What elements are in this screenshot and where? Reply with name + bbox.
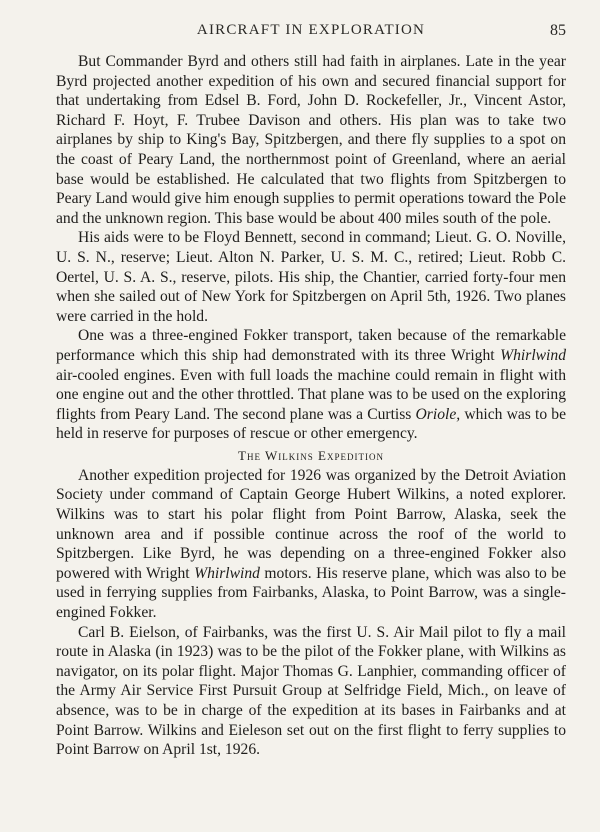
body-text <box>56 52 566 760</box>
running-title: AIRCRAFT IN EXPLORATION <box>196 22 426 38</box>
paragraph-3-italic-whirlwind: Whirlwind <box>500 346 566 364</box>
paragraph-3-text-c: which was to be held in reserve for purposes of rescue or other emergency. <box>56 405 566 443</box>
paragraph-5: Carl B. Eielson, of Fairbanks, was the first U. S. Air Mail pilot to fly a mail route in Alaska (in 1923) was to be the pilot of the Fokker plane, with Wilkins as navigator, on its polar flight. Major Thomas G. Lanphier, commanding officer of the Army Air Service First Pursuit Group at Selfridge Field, Mich., on leave of absence, was to be in charge of the expedition at its bases in Fairbanks and at Point Barrow. Wilkins and Eieleson set out on the first flight to ferry supplies to Point Barrow on April 1st, 1926. <box>56 623 566 759</box>
page-header <box>56 22 566 52</box>
section-heading: The Wilkins Expedition <box>238 447 384 463</box>
paragraph-4-italic-whirlwind: Whirlwind <box>194 564 260 582</box>
paragraph-1: But Commander Byrd and others still had faith in airplanes. Late in the year Byrd projected another expedition of his own and secured financial support for that undertaking from Edsel B. Ford, John D. Rockefeller, Jr., Vincent Astor, Richard F. Hoyt, F. Trubee Davison and others. His plan was to take two airplanes by ship to King's Bay, Spitzbergen, and there fly supplies to a spot on the coast of Peary Land, the northernmost point of Greenland, where an aerial base would be established. He calculated that two flights from Spitzbergen to Peary Land would give him enough supplies to permit operations toward the Pole and the unknown region. This base would be about 400 miles south of the pole. <box>56 53 566 227</box>
page-number: 85 <box>550 22 566 39</box>
paragraph-3 <box>56 326 566 444</box>
paragraph-3-text-b: air-cooled engines. Even with full loads the machine could remain in flight with one engine out and the other throttled. That plane was to be used on the exploring flights from Peary Land. The second plane was a Curtiss <box>56 366 566 423</box>
paragraph-3-text-a: One was a three-engined Fokker transport, taken because of the remarkable performance which this ship had demonstrated with its three Wright <box>56 327 566 364</box>
paragraph-4 <box>56 466 566 623</box>
book-page <box>56 22 566 760</box>
paragraph-3-italic-oriole: Oriole, <box>415 405 461 423</box>
paragraph-4-text-a: Another expedition projected for 1926 was organized by the Detroit Aviation Society under command of Captain George Hubert Wilkins, a noted explorer. Wilkins was to start his polar flight from Point Barrow, Alaska, seek the unknown area and if possible continue across the roof of the world to Spitzbergen. Like Byrd, he was depending on a three-engined Fokker also powered with Wright <box>56 466 566 582</box>
paragraph-4-text-b: motors. His reserve plane, which was also to be used in ferrying supplies from Fairbanks, Alaska, to Point Barrow, was a single-engined Fokker. <box>56 564 566 622</box>
paragraph-2: His aids were to be Floyd Bennett, second in command; Lieut. G. O. Noville, U. S. N., reserve; Lieut. Alton N. Parker, U. S. M. C., retired; Lieut. Robb C. Oertel, U. S. A. S., reserve, pilots. His ship, the Chantier, carried forty-four men when she sailed out of New York for Spitzbergen on April 5th, 1926. Two planes were carried in the hold. <box>56 229 566 325</box>
